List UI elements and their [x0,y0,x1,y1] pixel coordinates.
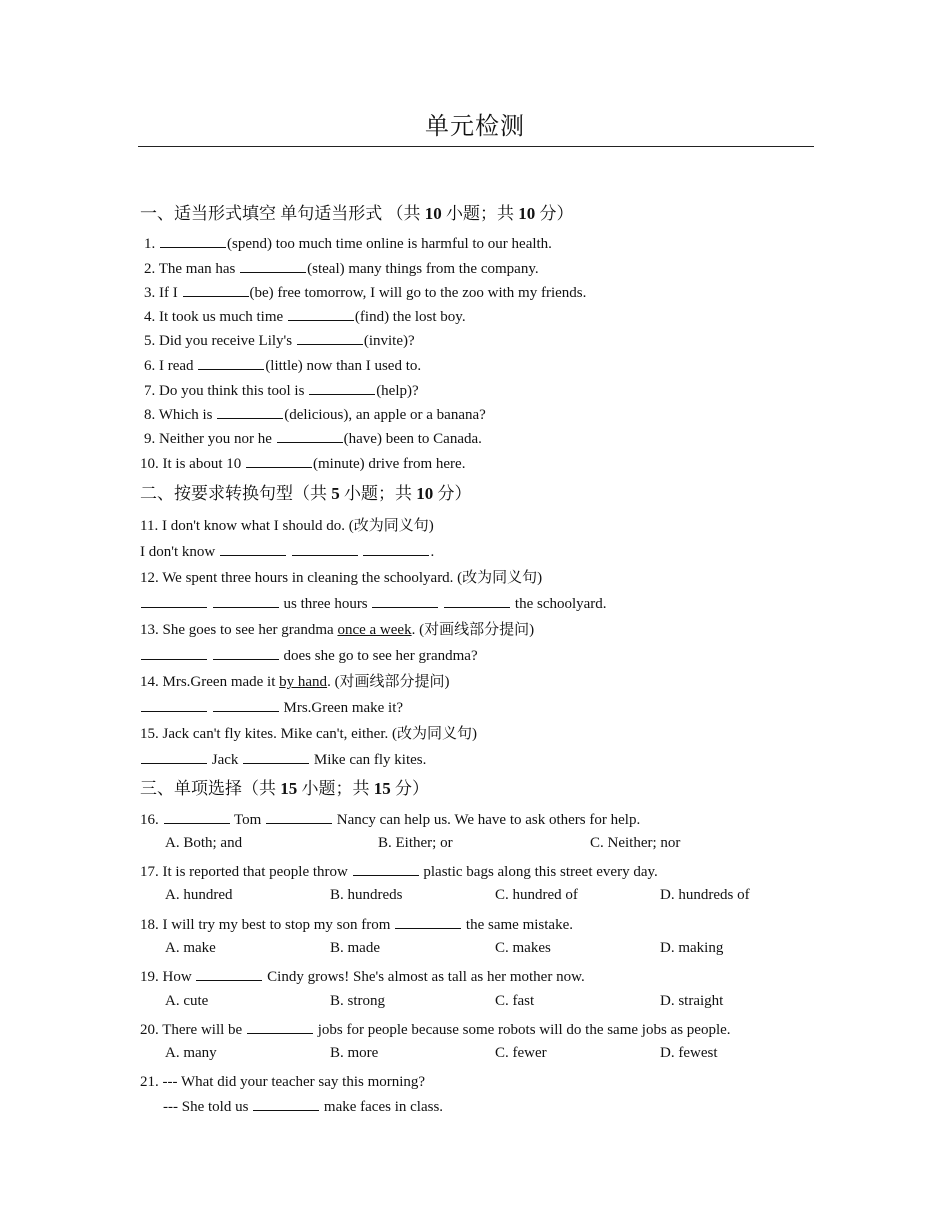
section-3-heading-text: 三、单项选择（共 [140,779,281,798]
answer-11-text: I don't know [140,544,216,560]
question-11: 11. I don't know what I should do. (改为同义句) [140,518,434,534]
answer-blank[interactable] [266,822,332,824]
question-20 [140,1021,731,1039]
question-21-reply-end: make faces in class. [323,1099,444,1115]
section-3-heading [140,774,429,799]
question-17-text: 17. It is reported that people throw [140,864,348,880]
answer-blank[interactable] [141,762,207,764]
answer-blank[interactable] [164,822,230,824]
section-1-heading-text-2: 小题；共 [441,204,519,223]
answer-blank[interactable] [240,271,306,273]
option-20-b[interactable]: B. more [330,1045,379,1061]
item-text-before: Do you think this tool is [159,383,305,399]
answer-13 [140,647,478,665]
item-number: 5. [144,333,156,349]
section-3-heading-text-2: 小题；共 [297,779,374,798]
fill-blank-item [144,284,586,302]
answer-blank[interactable] [213,658,279,660]
question-13-underlined: once a week [337,622,412,638]
fill-blank-item [144,357,421,375]
item-text-after: (invite)? [363,333,415,349]
section-1-heading-text-3: 分） [535,204,574,223]
question-17 [140,863,658,881]
option-19-a[interactable]: A. cute [165,993,209,1009]
fill-blank-item [144,430,482,448]
item-text-after: (be) free tomorrow, I will go to the zoo with my friends. [249,285,587,301]
item-text-before: Neither you nor he [159,431,272,447]
answer-blank[interactable] [141,606,207,608]
option-20-c[interactable]: C. fewer [495,1045,547,1061]
answer-blank[interactable] [247,1032,313,1034]
question-21: 21. --- What did your teacher say this morning? [140,1074,426,1090]
answer-15-text: Jack [211,752,239,768]
fill-blank-item [144,382,419,400]
option-18-c[interactable]: C. makes [495,940,551,956]
answer-blank[interactable] [309,393,375,395]
item-text-after: (spend) too much time online is harmful to our health. [227,236,552,252]
item-text-before: It took us much time [159,309,284,325]
section-1-heading [140,199,574,224]
question-16-text-end: Nancy can help us. We have to ask others for help. [336,812,641,828]
answer-blank[interactable] [183,295,249,297]
question-19 [140,968,585,986]
fill-blank-item [144,260,539,278]
answer-blank[interactable] [363,554,429,556]
item-number: 7. [144,383,156,399]
question-16-number: 16. [140,812,159,828]
option-20-d[interactable]: D. fewest [660,1045,718,1061]
question-16 [140,811,640,829]
answer-blank[interactable] [141,710,207,712]
section-1-heading-text: 一、适当形式填空 单句适当形式 （共 [140,204,425,223]
option-19-b[interactable]: B. strong [330,993,386,1009]
section-3-score: 15 [373,779,391,798]
answer-blank[interactable] [198,368,264,370]
option-16-c[interactable]: C. Neither; nor [590,835,681,851]
item-number: 1. [144,236,156,252]
answer-blank[interactable] [277,441,343,443]
answer-blank[interactable] [213,710,279,712]
answer-blank[interactable] [213,606,279,608]
answer-blank[interactable] [220,554,286,556]
answer-12-text: us three hours [283,596,368,612]
item-text-before: Which is [158,407,213,423]
answer-blank[interactable] [196,979,262,981]
item-number: 8. [144,407,156,423]
item-number: 10. [140,456,159,472]
answer-13-text: does she go to see her grandma? [283,648,478,664]
section-2-heading [140,479,472,504]
question-14-underlined: by hand [279,674,328,690]
question-14-text: 14. Mrs.Green made it [140,674,280,690]
question-19-text-end: Cindy grows! She's almost as tall as her mother now. [267,969,585,985]
answer-blank[interactable] [141,658,207,660]
item-text-before: It is about 10 [162,456,242,472]
question-20-text-end: jobs for people because some robots will do the same jobs as people. [317,1022,731,1038]
answer-blank[interactable] [372,606,438,608]
page-title: 单元检测 [425,112,525,140]
answer-blank[interactable] [292,554,358,556]
fill-blank-item [144,406,486,424]
answer-blank[interactable] [297,343,363,345]
option-17-c[interactable]: C. hundred of [495,887,578,903]
item-number: 4. [144,309,156,325]
item-text-before: Did you receive Lily's [159,333,293,349]
section-2-heading-text: 二、按要求转换句型（共 [140,484,332,503]
section-2-heading-text-3: 分） [433,484,472,503]
section-1-question-count: 10 [424,204,442,223]
section-1-score: 10 [518,204,536,223]
answer-11 [140,543,434,561]
answer-blank[interactable] [444,606,510,608]
answer-blank[interactable] [395,927,461,929]
item-text-before: The man has [158,261,236,277]
section-3-question-count: 15 [280,779,298,798]
section-2-score: 10 [416,484,434,503]
option-17-b[interactable]: B. hundreds [330,887,403,903]
question-13-text: 13. She goes to see her grandma [140,622,338,638]
option-19-d[interactable]: D. straight [660,993,724,1009]
option-16-a[interactable]: A. Both; and [165,835,243,851]
answer-11-end: . [430,544,435,560]
option-20-a[interactable]: A. many [165,1045,217,1061]
question-16-text: Tom [233,812,262,828]
answer-15-end: Mike can fly kites. [313,752,427,768]
answer-12-end: the schoolyard. [514,596,607,612]
answer-14 [140,699,403,717]
question-15: 15. Jack can't fly kites. Mike can't, either. (改为同义句) [140,726,477,742]
fill-blank-item [144,308,466,326]
item-text-after: (delicious), an apple or a banana? [284,407,486,423]
question-20-text: 20. There will be [140,1022,243,1038]
section-2-question-count: 5 [331,484,340,503]
item-number: 6. [144,358,156,374]
answer-15 [140,751,426,769]
answer-blank[interactable] [246,466,312,468]
question-18-text-end: the same mistake. [465,917,573,933]
item-text-after: (have) been to Canada. [343,431,482,447]
question-21-reply [163,1098,443,1116]
answer-blank[interactable] [160,246,226,248]
item-text-after: (steal) many things from the company. [307,261,539,277]
title-divider [138,146,814,147]
option-19-c[interactable]: C. fast [495,993,535,1009]
item-text-before: If I [159,285,178,301]
option-18-b[interactable]: B. made [330,940,380,956]
answer-blank[interactable] [253,1109,319,1111]
question-13-instruction: . (对画线部分提问) [411,622,535,638]
option-17-d[interactable]: D. hundreds of [660,887,750,903]
fill-blank-item [144,235,552,253]
option-18-a[interactable]: A. make [165,940,216,956]
option-16-b[interactable]: B. Either; or [378,835,453,851]
question-18-text: 18. I will try my best to stop my son from [140,917,391,933]
option-18-d[interactable]: D. making [660,940,724,956]
item-number: 2. [144,261,156,277]
fill-blank-item [140,455,465,473]
section-2-heading-text-2: 小题；共 [339,484,417,503]
question-13 [140,621,534,639]
answer-blank[interactable] [353,874,419,876]
question-14-instruction: . (对画线部分提问) [327,674,450,690]
fill-blank-item [144,332,415,350]
question-14 [140,673,450,691]
section-3-heading-text-3: 分） [390,779,429,798]
question-12: 12. We spent three hours in cleaning the schoolyard. (改为同义句) [140,570,543,586]
question-21-reply-text: --- She told us [163,1099,249,1115]
item-number: 3. [144,285,156,301]
question-19-text: 19. How [140,969,192,985]
answer-blank[interactable] [288,319,354,321]
question-18 [140,916,573,934]
item-number: 9. [144,431,156,447]
option-17-a[interactable]: A. hundred [165,887,233,903]
answer-blank[interactable] [243,762,309,764]
answer-blank[interactable] [217,417,283,419]
question-17-text-end: plastic bags along this street every day. [423,864,658,880]
item-text-after: (help)? [376,383,419,399]
answer-14-text: Mrs.Green make it? [283,700,404,716]
answer-12 [140,595,607,613]
item-text-after: (minute) drive from here. [313,456,466,472]
item-text-after: (little) now than I used to. [265,358,422,374]
item-text-before: I read [159,358,194,374]
item-text-after: (find) the lost boy. [354,309,466,325]
